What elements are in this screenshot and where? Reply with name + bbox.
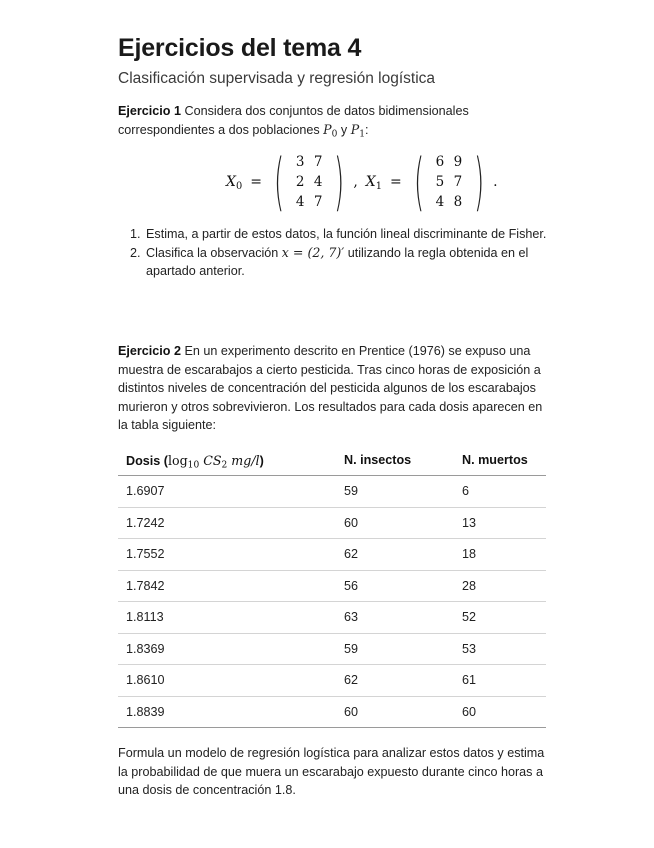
cell-dosis: 1.7242 bbox=[118, 507, 336, 539]
task-2-rest: utilizando la regla obtenida en el apartado anterior. bbox=[146, 245, 529, 278]
equals-sign: = bbox=[250, 174, 262, 190]
cell-dosis: 1.7552 bbox=[118, 539, 336, 571]
table-row bbox=[118, 665, 546, 697]
right-paren: ) bbox=[334, 145, 345, 218]
matrix-period: . bbox=[493, 174, 498, 190]
matrix-x0-entry: 3 bbox=[295, 154, 305, 170]
table-row bbox=[118, 539, 546, 571]
matrix-x0-entry: 4 bbox=[313, 174, 323, 190]
matrix-x1-entry: 7 bbox=[453, 174, 463, 190]
cell-insectos: 62 bbox=[336, 539, 454, 571]
table-row bbox=[118, 570, 546, 602]
exercise-1-tasks bbox=[118, 225, 574, 281]
cell-muertos: 61 bbox=[454, 665, 546, 697]
cell-muertos: 60 bbox=[454, 696, 546, 728]
page-title: Ejercicios del tema 4 bbox=[118, 34, 362, 62]
cell-insectos: 59 bbox=[336, 633, 454, 665]
cell-insectos: 56 bbox=[336, 570, 454, 602]
intro-colon: : bbox=[364, 122, 369, 137]
column-header-dosis: Dosis ($\log_{10}$ $CS_2$ mg/l) bbox=[118, 445, 336, 476]
matrix-x0-entry: 7 bbox=[313, 154, 323, 170]
dose-table bbox=[118, 445, 546, 728]
cell-muertos: 53 bbox=[454, 633, 546, 665]
task-1-text: Estima, a partir de estos datos, la función lineal discriminante de Fisher. bbox=[146, 227, 547, 241]
left-paren: ( bbox=[413, 145, 424, 218]
cell-insectos: 60 bbox=[336, 507, 454, 539]
cell-dosis: 1.7842 bbox=[118, 570, 336, 602]
page-subtitle: Clasificación supervisada y regresión logística bbox=[118, 70, 436, 87]
exercise-1-intro bbox=[118, 102, 546, 139]
exercise-1-label: Ejercicio 1 bbox=[118, 104, 182, 118]
matrix-x1-entry: 6 bbox=[435, 154, 445, 170]
matrices-equation bbox=[226, 145, 498, 218]
table-row bbox=[118, 476, 546, 508]
exercise-2-label: Ejercicio 2 bbox=[118, 344, 182, 358]
left-paren: ( bbox=[273, 145, 285, 218]
table-row bbox=[118, 507, 546, 539]
exercise-1-intro-text: Considera dos conjuntos de datos bidimensionales correspondientes a dos poblaciones bbox=[118, 104, 469, 137]
cell-insectos: 62 bbox=[336, 665, 454, 697]
cell-muertos: 6 bbox=[454, 476, 546, 508]
matrix-x1-entry: 4 bbox=[435, 194, 445, 210]
cell-muertos: 52 bbox=[454, 602, 546, 634]
matrix-x0-label: $X_0$ bbox=[226, 174, 243, 192]
task-2-text: Clasifica la observación bbox=[146, 245, 279, 260]
matrix-x1-entry: 5 bbox=[435, 174, 445, 190]
matrix-x0 bbox=[291, 153, 327, 211]
matrix-x1 bbox=[431, 153, 467, 211]
cell-muertos: 28 bbox=[454, 570, 546, 602]
cell-muertos: 18 bbox=[454, 539, 546, 571]
right-paren: ) bbox=[473, 145, 485, 218]
cell-dosis: 1.6907 bbox=[118, 476, 336, 508]
matrix-separator: , bbox=[353, 174, 358, 190]
matrix-x1-label: $X_1$ bbox=[365, 174, 382, 192]
population-p0: $P_0$ bbox=[323, 121, 338, 139]
matrix-x1-entry: 8 bbox=[453, 194, 463, 210]
equals-sign: = bbox=[390, 174, 402, 190]
cell-muertos: 13 bbox=[454, 507, 546, 539]
cell-dosis: 1.8113 bbox=[118, 602, 336, 634]
observation-math: x = (2, 7)′ bbox=[281, 244, 345, 260]
list-item bbox=[144, 225, 574, 244]
matrix-x1-entry: 9 bbox=[453, 154, 463, 170]
cell-insectos: 63 bbox=[336, 602, 454, 634]
cell-dosis: 1.8839 bbox=[118, 696, 336, 728]
matrix-x0-entry: 2 bbox=[295, 174, 305, 190]
table-row bbox=[118, 696, 546, 728]
population-p1: $P_1$ bbox=[350, 121, 365, 139]
table-row bbox=[118, 602, 546, 634]
table-header-row bbox=[118, 445, 546, 476]
matrix-x0-entry: 4 bbox=[295, 194, 305, 210]
matrix-x0-entry: 7 bbox=[313, 194, 323, 210]
column-header-insectos: N. insectos bbox=[336, 445, 454, 476]
cell-dosis: 1.8369 bbox=[118, 633, 336, 665]
conjunction-text: y bbox=[340, 122, 348, 137]
cell-dosis: 1.8610 bbox=[118, 665, 336, 697]
list-item bbox=[144, 244, 574, 281]
cell-insectos: 60 bbox=[336, 696, 454, 728]
cell-insectos: 59 bbox=[336, 476, 454, 508]
column-header-muertos: N. muertos bbox=[454, 445, 546, 476]
exercise-2-text: En un experimento descrito en Prentice (1976) se expuso una muestra de escarabajos a cierto pesticida. Tras cinco horas de exposición a distintos niveles de concentración del pesticida algunos de los escarabajos murieron y otros sobrevivieron. Los resultados para cada dosis aparecen en la tabla siguiente: bbox=[118, 344, 543, 432]
table-row bbox=[118, 633, 546, 665]
exercise-2-closing: Formula un modelo de regresión logística para analizar estos datos y estima la probabilidad de que muera un escarabajo expuesto durante cinco horas a una dosis de concentración 1.8. bbox=[118, 746, 545, 797]
exercise-2-intro bbox=[118, 342, 546, 435]
